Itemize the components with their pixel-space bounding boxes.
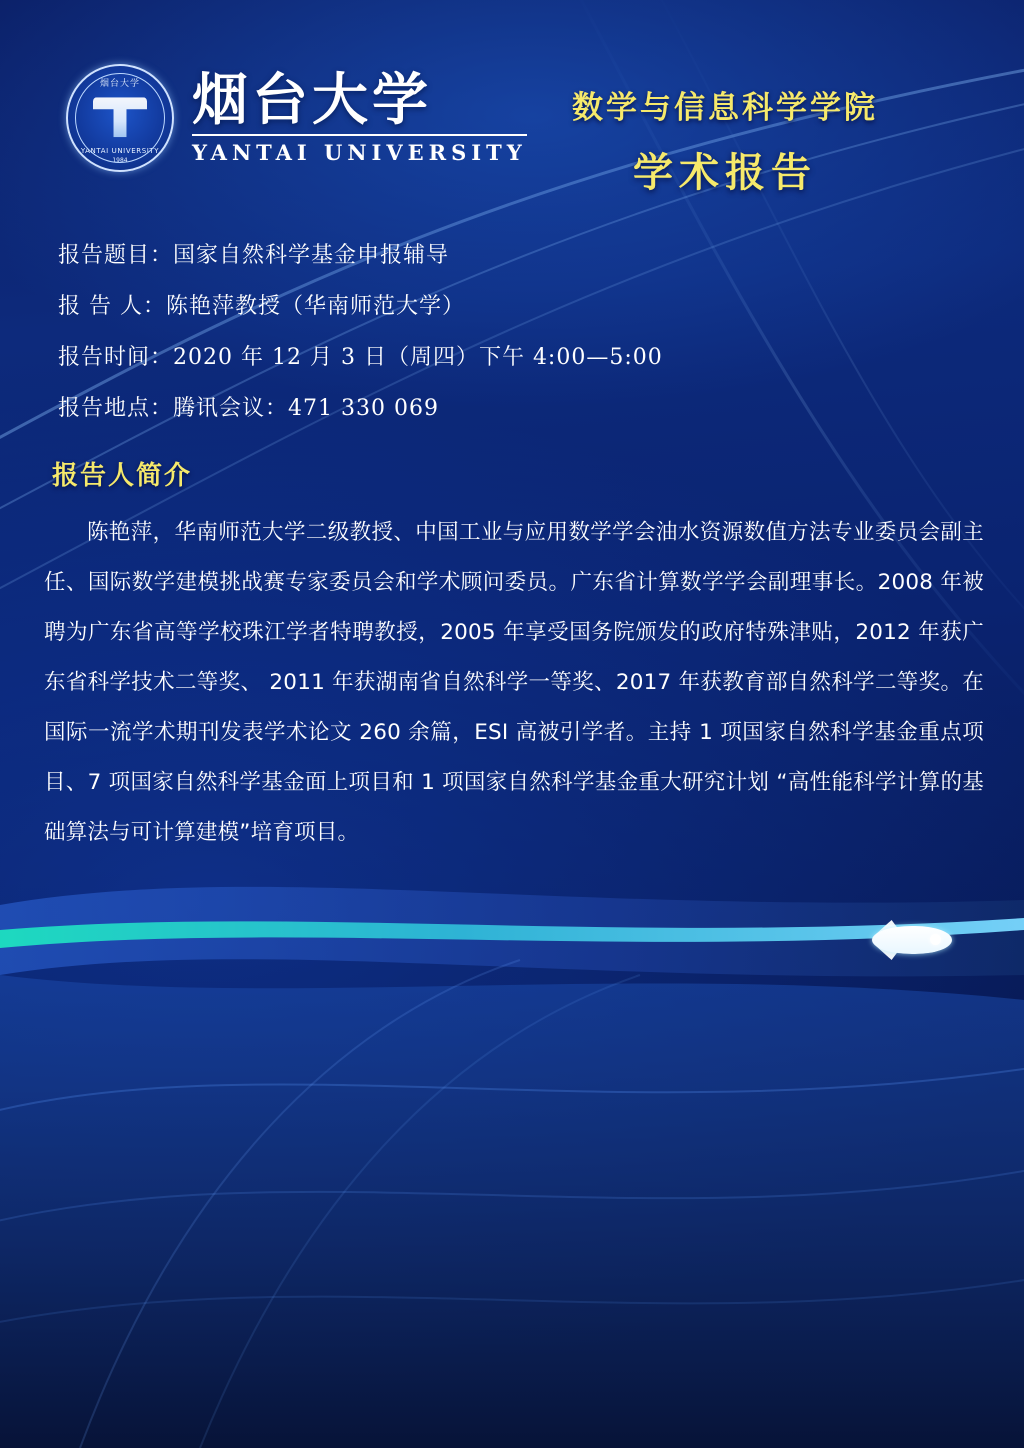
info-line-speaker: 报 告 人：陈艳萍教授（华南师范大学） bbox=[58, 294, 465, 319]
rocket-window bbox=[930, 934, 941, 945]
university-logo bbox=[66, 64, 527, 172]
university-seal-icon bbox=[66, 64, 174, 172]
school-name-en: YANTAI UNIVERSITY bbox=[192, 134, 527, 165]
seal-text-top: 烟台大学 bbox=[99, 79, 140, 89]
seal-emblem-shape bbox=[93, 97, 147, 137]
school-name-block bbox=[192, 67, 527, 165]
report-info-block bbox=[58, 238, 978, 442]
department-title: 数学与信息科学学院 bbox=[572, 90, 878, 126]
title-block bbox=[490, 82, 960, 198]
rocket-icon bbox=[862, 918, 958, 962]
page-title: 学术报告 bbox=[633, 150, 817, 196]
poster-header bbox=[0, 56, 1024, 216]
info-line-place: 报告地点：腾讯会议：471 330 069 bbox=[58, 396, 439, 421]
bio-heading: 报告人简介 bbox=[52, 461, 193, 491]
school-name-cn: 烟台大学 bbox=[192, 67, 432, 134]
info-line-topic: 报告题目：国家自然科学基金申报辅导 bbox=[58, 243, 450, 268]
bio-text: 陈艳萍，华南师范大学二级教授、中国工业与应用数学学会油水资源数值方法专业委员会副主任、国际数学建模挑战赛专家委员会和学术顾问委员。广东省计算数学学会副理事长。2008 年被聘为广东省高等学校珠江学者特聘教授，2005 年享受国务院颁发的政府特殊津贴，2012 年获广东省科学技术二等奖、 2011 年获湖南省自然科学一等奖、2017 年获教育部自然科学二等奖。在国际一流学术期刊发表学术论文 260 余篇，ESI 高被引学者。主持 1 项国家自然科学基金重点项目、7 项国家自然科学基金面上项目和 1 项国家自然科学基金重大研究计划 “高性能科学计算的基础算法与可计算建模”培育项目。 bbox=[44, 520, 984, 845]
seal-year: 1984 bbox=[112, 157, 128, 164]
seal-text-bottom: YANTAI UNIVERSITY bbox=[80, 147, 160, 155]
info-line-time: 报告时间：2020 年 12 月 3 日（周四）下午 4:00—5:00 bbox=[58, 345, 663, 370]
